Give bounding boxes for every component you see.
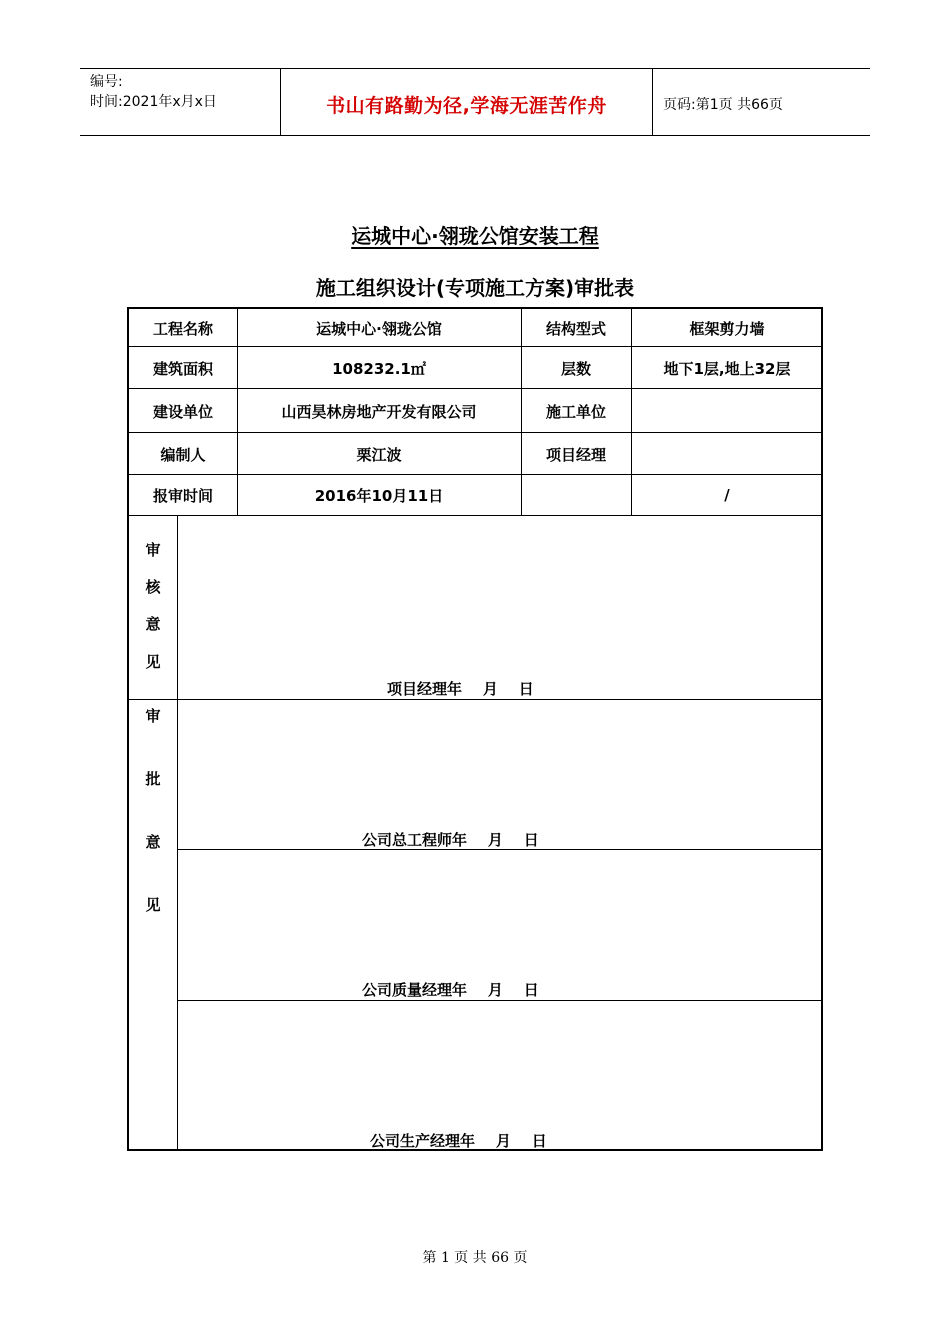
value-slash: /: [724, 486, 730, 504]
review-label-char: 意: [145, 615, 161, 633]
value-submit-time: 2016年10月11日: [314, 486, 444, 505]
approval-label-char: 批: [145, 770, 161, 788]
signature-production-manager: 公司生产经理年 月 日: [370, 1132, 547, 1150]
label-project-manager: 项目经理: [545, 445, 606, 464]
approval-label-char: 审: [145, 707, 161, 725]
label-author: 编制人: [160, 445, 206, 464]
approval-label-char: 意: [145, 833, 161, 851]
review-label-char: 审: [145, 541, 161, 559]
label-empty: [521, 475, 631, 515]
serial-label: 编号:: [90, 74, 123, 90]
document-subtitle: 施工组织设计(专项施工方案)审批表: [315, 276, 635, 300]
review-label-char: 核: [145, 578, 161, 596]
motto-text: 书山有路勤为径,学海无涯苦作舟: [326, 95, 607, 117]
value-project-name: 运城中心·翎珑公馆: [316, 319, 442, 338]
signature-quality-manager: 公司质量经理年 月 日: [362, 981, 539, 999]
value-developer: 山西昊林房地产开发有限公司: [281, 402, 477, 421]
document-title: 运城中心·翎珑公馆安装工程: [351, 224, 599, 248]
header-meta-cell: [80, 69, 281, 135]
signature-chief-engineer: 公司总工程师年 月 日: [362, 831, 539, 849]
page-info: 页码:第1页 共66页: [663, 97, 783, 113]
label-project-name: 工程名称: [152, 319, 213, 338]
label-structure-type: 结构型式: [545, 319, 606, 338]
label-contractor: 施工单位: [545, 402, 606, 421]
approval-form-table: [127, 307, 823, 1151]
review-signature-pm: 项目经理年 月 日: [387, 680, 534, 698]
value-contractor: [631, 389, 823, 433]
approval-label-char: 见: [145, 896, 161, 914]
value-building-area: 108232.1㎡: [332, 359, 426, 378]
label-floors: 层数: [560, 359, 591, 378]
time-label: 时间:2021年x月x日: [90, 94, 217, 110]
label-submit-time: 报审时间: [152, 486, 213, 505]
header-motto-cell: [281, 69, 653, 135]
label-developer: 建设单位: [152, 402, 213, 421]
label-building-area: 建筑面积: [152, 359, 213, 378]
value-project-manager: [631, 433, 823, 475]
page-footer: 第 1 页 共 66 页: [422, 1250, 528, 1266]
value-author: 栗江波: [356, 445, 402, 464]
page-header: [80, 68, 870, 136]
value-floors: 地下1层,地上32层: [663, 359, 791, 378]
header-page-cell: [653, 69, 870, 135]
value-structure-type: 框架剪力墙: [689, 319, 765, 338]
review-label-char: 见: [145, 653, 161, 671]
